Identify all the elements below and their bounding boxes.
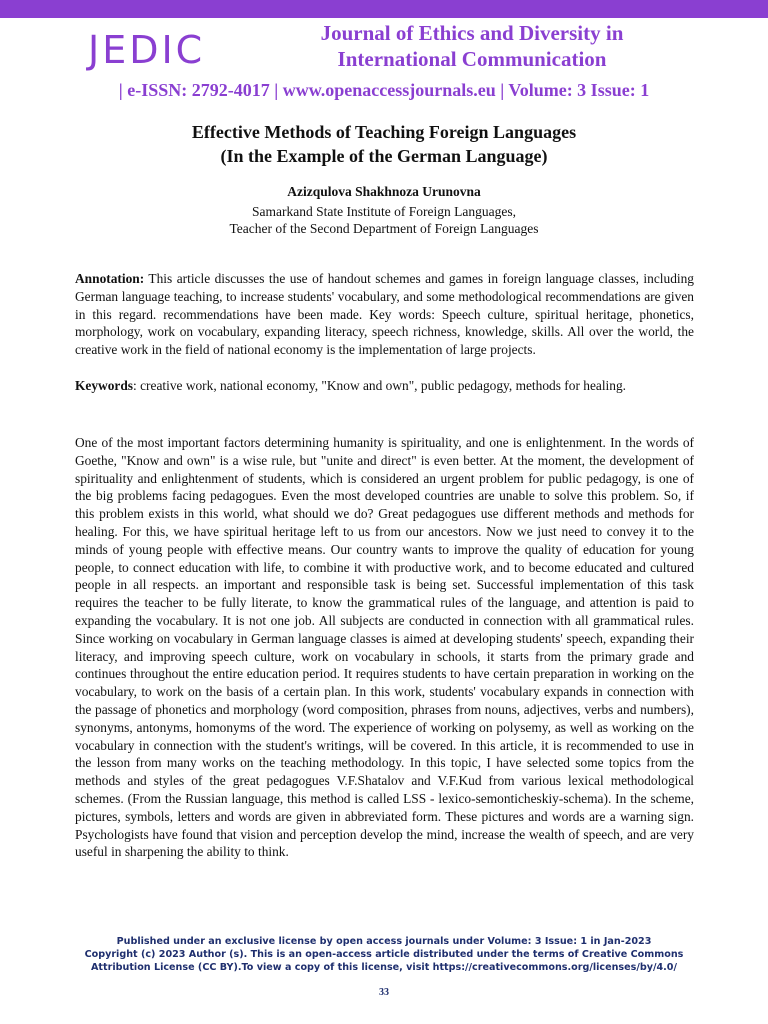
affiliation-line-2: Teacher of the Second Department of Foreign Languages xyxy=(229,221,539,236)
author-name: Azizqulova Shakhnoza Urunovna xyxy=(287,184,481,199)
keywords-paragraph xyxy=(75,377,694,395)
page-number: 33 xyxy=(379,987,389,998)
issn-line: | e-ISSN: 2792-4017 | www.openaccessjournals.eu | Volume: 3 Issue: 1 xyxy=(118,80,650,100)
annotation-text: This article discusses the use of handout schemes and games in foreign language classes, including German language teaching, to increase students' vocabulary, and some methodological recommendations are given in this regard. recommendations have been made. Key words: Speech culture, spiritual heritage, phonetics, morphology, work on vocabulary, expanding literacy, speech richness, knowledge, skills. All over the world, the creative work in the field of national economy is the implementation of large projects. xyxy=(75,271,694,358)
affiliation-line-1: Samarkand State Institute of Foreign Languages, xyxy=(252,204,516,219)
footer-line-2: Copyright (c) 2023 Author (s). This is an open-access article distributed under the terms of Creative Commons xyxy=(84,949,684,960)
annotation-label: Annotation: xyxy=(75,271,145,286)
author-affiliation xyxy=(80,203,688,237)
keywords-label: Keywords xyxy=(75,378,134,393)
header-color-bar xyxy=(0,0,768,18)
paper-title xyxy=(80,120,688,168)
license-footer xyxy=(60,935,708,974)
paper-title-line-2: (In the Example of the German Language) xyxy=(220,146,548,166)
body-paragraph: One of the most important factors determining humanity is spirituality, and one is enlightenment. In the words of Goethe, "Know and own" is a wise rule, but "unite and direct" is even better. At the moment, the development of spirituality and enlightenment of students, which is considered an urgent problem for public pedagogy, is one of the big problems facing pedagogues. Even the most developed countries are unable to solve this problem. So, if this problem exists in this world, what should we do? Great pedagogues use different methods and methods for healing. For this, we have spiritual heritage left to us from our ancestors. Now we just need to convey it to the minds of young people with effective means. Our country wants to improve the quality of education for young people, to connect education with life, to combine it with productive work, and to become educated and cultured people in all respects. an important and responsible task is being set. Successful implementation of this task requires the teacher to be fully literate, to know the grammatical rules of the language, and attention is paid to expanding the vocabulary. It is not one job. All subjects are conducted in connection with all grammatical rules. Since working on vocabulary in German language classes is aimed at developing students' speech, expanding their literacy, and improving speech culture, work on vocabulary in schools, it starts from the primary grade and continues throughout the entire education period. It requires students to have certain preparation in working on the vocabulary, to work on the basis of a certain plan. In this work, students' vocabulary expands in connection with the passage of phonetics and morphology (word composition, phrases from nouns, adjectives, verbs and numbers), synonyms, antonyms, homonyms of the word. The experience of working on polysemy, as well as working on the vocabulary in connection with the student's writings, will be covered. In this article, it is recommended to use in the lesson from many works on the teaching methodology. In this topic, I have selected some topics from the methods and styles of the great pedagogues V.F.Shatalov and V.F.Kud from various lexical methodological schemes. (From the Russian language, this method is called LSS - lexico-semonticheskiy-schema). In the scheme, pictures, symbols, letters and words are given in abbreviated form. These pictures and words are a warning sign. Psychologists have found that vision and perception develop the mind, increase the wealth of speech, and are very useful in sharpening the ability to think. xyxy=(75,435,694,860)
journal-logo: JEDIC xyxy=(88,28,206,72)
journal-title: Journal of Ethics and Diversity in International Communication xyxy=(320,21,624,71)
annotation-paragraph xyxy=(75,270,694,359)
footer-line-3: Attribution License (CC BY).To view a copy of this license, visit https://creativecommons.org/licenses/by/4.0/ xyxy=(91,962,677,973)
keywords-text: : creative work, national economy, "Know and own", public pedagogy, methods for healing. xyxy=(133,378,627,393)
paper-title-line-1: Effective Methods of Teaching Foreign Languages xyxy=(191,122,577,142)
footer-line-1: Published under an exclusive license by open access journals under Volume: 3 Issue: 1 in Jan-2023 xyxy=(116,936,652,947)
